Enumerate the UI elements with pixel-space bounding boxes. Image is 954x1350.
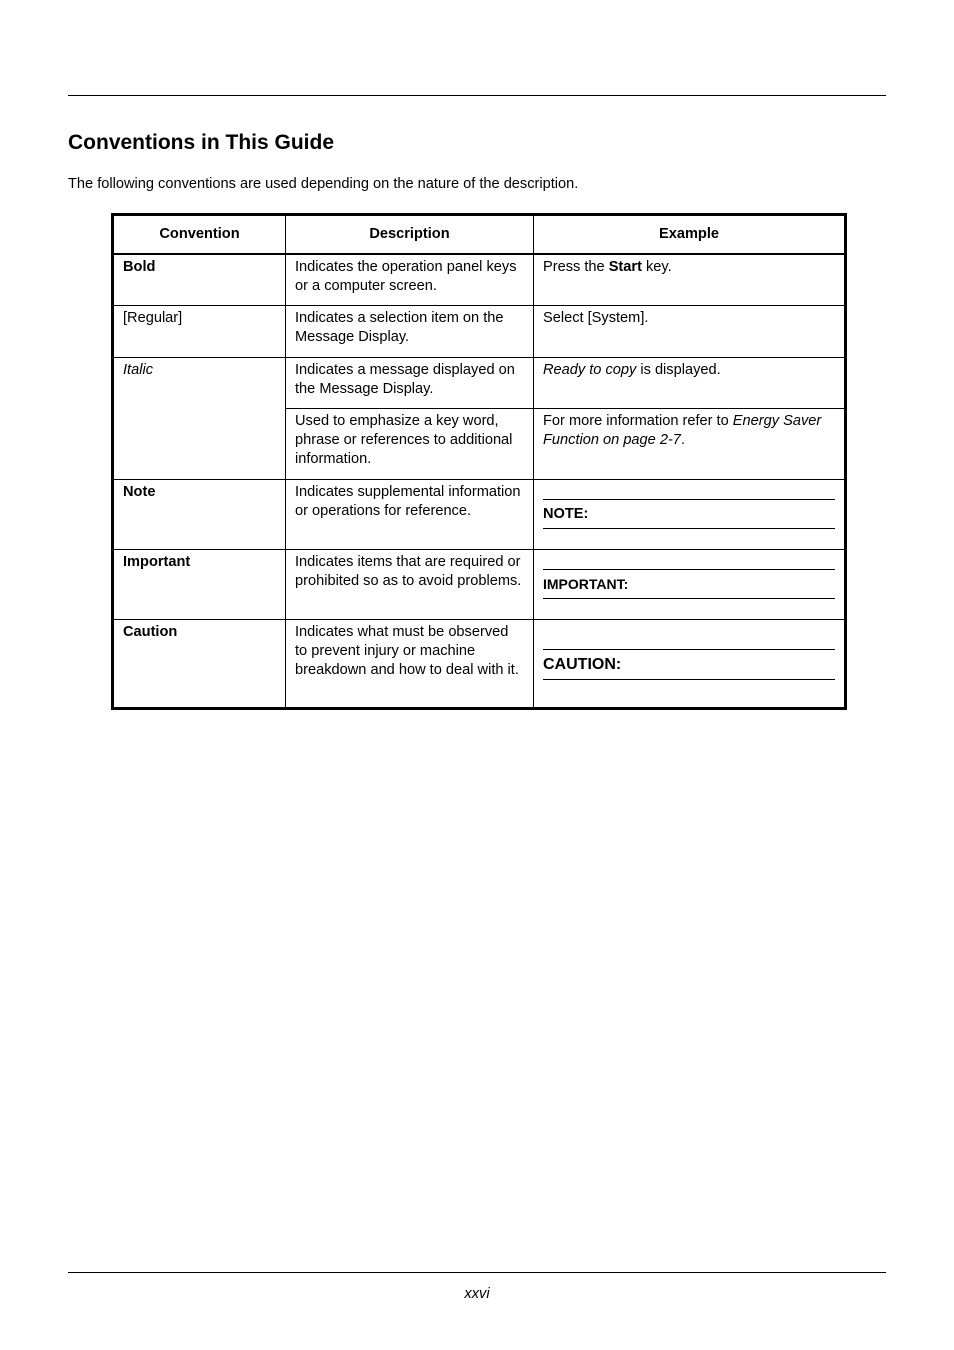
column-header-convention: Convention [113,215,286,255]
example-text: is displayed. [636,361,721,378]
example-text: key. [641,259,672,275]
example-cell [534,619,846,708]
convention-cell: Bold [113,254,286,305]
table-row [113,357,846,408]
header-rule [68,95,886,96]
convention-cell: Note [113,479,286,549]
column-header-description: Description [286,215,534,255]
description-cell: Indicates a message displayed on the Message Display. [286,357,534,408]
table-row [113,619,846,708]
note-bottom-line [543,528,835,529]
example-message: Ready to copy [543,361,637,378]
note-label: NOTE: [543,505,589,522]
example-cell [534,408,846,479]
conventions-table [111,213,847,710]
description-cell: Indicates items that are required or prohibited so as to avoid problems. [286,549,534,619]
table-row [113,254,846,305]
example-cell: Select [System]. [534,305,846,357]
convention-cell: Caution [113,619,286,708]
important-box [543,569,835,599]
example-cell [534,254,846,305]
convention-cell-empty [113,408,286,479]
intro-paragraph: The following conventions are used depending on the nature of the description. [68,176,579,192]
example-cell [534,549,846,619]
table-row [113,479,846,549]
convention-cell: Italic [113,357,286,408]
caution-bottom-line [543,679,835,680]
footer-rule [68,1272,886,1273]
important-label: IMPORTANT: [543,575,629,592]
caution-label: CAUTION: [543,655,622,673]
note-box [543,499,835,529]
page-number: xxvi [464,1286,490,1302]
table-row [113,408,846,479]
important-bottom-line [543,598,835,599]
example-cell [534,479,846,549]
description-cell: Indicates supplemental information or operations for reference. [286,479,534,549]
example-cell [534,357,846,408]
convention-cell: [Regular] [113,305,286,357]
description-cell: Indicates the operation panel keys or a computer screen. [286,254,534,305]
example-text: For more information refer to [543,412,733,429]
description-cell: Indicates what must be observed to prevent injury or machine breakdown and how to deal with it. [286,619,534,708]
page-title: Conventions in This Guide [68,131,335,154]
example-text: Press the [543,259,609,275]
caution-box [543,649,835,680]
example-text: . [680,431,685,448]
convention-cell: Important [113,549,286,619]
example-key-name: Start [608,259,642,275]
table-row [113,305,846,357]
column-header-example: Example [534,215,846,255]
table-header-row [113,215,846,255]
example-reference: Energy Saver Function on page 2-7 [543,412,822,448]
description-cell: Used to emphasize a key word, phrase or references to additional information. [286,408,534,479]
description-cell: Indicates a selection item on the Message Display. [286,305,534,357]
table-row [113,549,846,619]
